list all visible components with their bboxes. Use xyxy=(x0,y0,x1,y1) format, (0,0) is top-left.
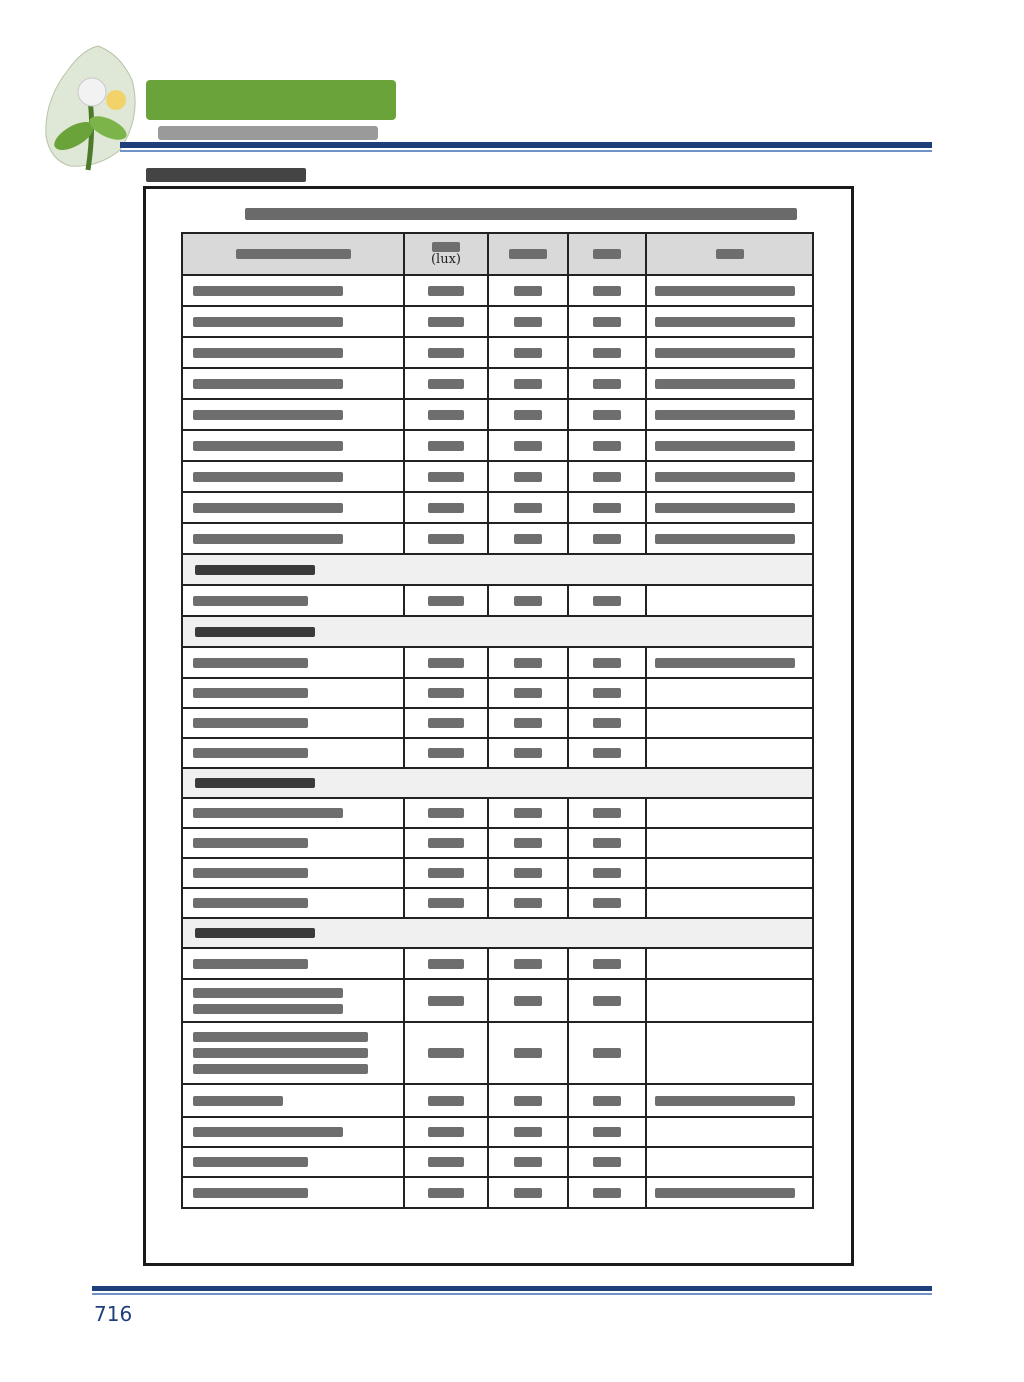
area-cell xyxy=(182,678,404,708)
page-number: 716 xyxy=(94,1302,133,1326)
table-row xyxy=(182,337,813,368)
header-map-plant-icon xyxy=(28,40,158,180)
area-cell xyxy=(182,888,404,918)
header-ugr-cell xyxy=(488,233,568,275)
area-cell xyxy=(182,858,404,888)
table-row xyxy=(182,858,813,888)
illuminance-table xyxy=(181,232,814,1209)
notes-cell xyxy=(646,523,813,554)
section-heading-cell xyxy=(182,554,813,585)
footer-rule-light xyxy=(92,1293,932,1295)
area-cell xyxy=(182,523,404,554)
em-cell xyxy=(404,275,488,306)
table-row xyxy=(182,948,813,979)
ugr-cell xyxy=(488,368,568,399)
table-row xyxy=(182,461,813,492)
em-cell xyxy=(404,1084,488,1117)
notes-cell xyxy=(646,738,813,768)
ugr-cell xyxy=(488,585,568,616)
area-cell xyxy=(182,948,404,979)
ugr-cell xyxy=(488,1177,568,1208)
table-row xyxy=(182,678,813,708)
section-heading-cell xyxy=(182,616,813,647)
notes-cell xyxy=(646,1022,813,1084)
ugr-cell xyxy=(488,738,568,768)
area-cell xyxy=(182,798,404,828)
table-row xyxy=(182,738,813,768)
area-cell xyxy=(182,738,404,768)
footer-rule xyxy=(92,1286,932,1291)
table-row xyxy=(182,523,813,554)
table-row xyxy=(182,888,813,918)
area-cell xyxy=(182,1022,404,1084)
table-row xyxy=(182,1084,813,1117)
notes-cell xyxy=(646,828,813,858)
notes-cell xyxy=(646,337,813,368)
table-row xyxy=(182,708,813,738)
area-cell xyxy=(182,1117,404,1147)
header-illustration xyxy=(28,40,158,180)
table-row xyxy=(182,275,813,306)
notes-cell xyxy=(646,708,813,738)
ra-cell xyxy=(568,888,646,918)
ra-cell xyxy=(568,1177,646,1208)
ra-cell xyxy=(568,275,646,306)
area-cell xyxy=(182,492,404,523)
ra-cell xyxy=(568,337,646,368)
ra-cell xyxy=(568,678,646,708)
ugr-cell xyxy=(488,708,568,738)
ugr-cell xyxy=(488,275,568,306)
table-caption-block xyxy=(245,208,797,220)
table-row xyxy=(182,1022,813,1084)
notes-cell xyxy=(646,461,813,492)
table-row xyxy=(182,492,813,523)
ugr-cell xyxy=(488,337,568,368)
notes-cell xyxy=(646,888,813,918)
ra-cell xyxy=(568,647,646,678)
ugr-cell xyxy=(488,858,568,888)
table-row xyxy=(182,828,813,858)
table-row xyxy=(182,368,813,399)
notes-cell xyxy=(646,858,813,888)
header-rule xyxy=(120,142,932,148)
ugr-cell xyxy=(488,461,568,492)
ugr-cell xyxy=(488,1022,568,1084)
em-cell xyxy=(404,647,488,678)
notes-cell xyxy=(646,368,813,399)
area-cell xyxy=(182,647,404,678)
ugr-cell xyxy=(488,1147,568,1177)
table-row xyxy=(182,1177,813,1208)
notes-cell xyxy=(646,979,813,1022)
ugr-cell xyxy=(488,523,568,554)
table-section-row xyxy=(182,554,813,585)
ra-cell xyxy=(568,738,646,768)
em-cell xyxy=(404,828,488,858)
table-section-row xyxy=(182,768,813,798)
header-em-units: (lux) xyxy=(430,251,461,267)
area-cell xyxy=(182,1147,404,1177)
area-cell xyxy=(182,708,404,738)
table-row xyxy=(182,647,813,678)
ugr-cell xyxy=(488,1084,568,1117)
ra-cell xyxy=(568,523,646,554)
em-cell xyxy=(404,368,488,399)
em-cell xyxy=(404,1117,488,1147)
area-cell xyxy=(182,337,404,368)
notes-cell xyxy=(646,492,813,523)
table-header-row xyxy=(182,233,813,275)
area-cell xyxy=(182,399,404,430)
ugr-cell xyxy=(488,948,568,979)
ugr-cell xyxy=(488,492,568,523)
ugr-cell xyxy=(488,678,568,708)
em-cell xyxy=(404,523,488,554)
em-cell xyxy=(404,337,488,368)
em-cell xyxy=(404,492,488,523)
em-cell xyxy=(404,678,488,708)
em-cell xyxy=(404,948,488,979)
notes-cell xyxy=(646,1084,813,1117)
area-cell xyxy=(182,979,404,1022)
header-subtitle-block xyxy=(158,126,378,140)
notes-cell xyxy=(646,1147,813,1177)
ugr-cell xyxy=(488,798,568,828)
area-cell xyxy=(182,828,404,858)
ra-cell xyxy=(568,948,646,979)
notes-cell xyxy=(646,306,813,337)
ra-cell xyxy=(568,461,646,492)
notes-cell xyxy=(646,399,813,430)
table-section-row xyxy=(182,918,813,948)
section-heading-cell xyxy=(182,918,813,948)
document-code-block xyxy=(146,168,306,182)
ra-cell xyxy=(568,399,646,430)
area-cell xyxy=(182,461,404,492)
ra-cell xyxy=(568,430,646,461)
ra-cell xyxy=(568,708,646,738)
ugr-cell xyxy=(488,888,568,918)
notes-cell xyxy=(646,585,813,616)
ugr-cell xyxy=(488,1117,568,1147)
ra-cell xyxy=(568,798,646,828)
notes-cell xyxy=(646,1177,813,1208)
area-cell xyxy=(182,275,404,306)
em-cell xyxy=(404,430,488,461)
notes-cell xyxy=(646,798,813,828)
em-cell xyxy=(404,1022,488,1084)
header-area-cell xyxy=(182,233,404,275)
ugr-cell xyxy=(488,399,568,430)
table-row xyxy=(182,430,813,461)
header-ra-cell xyxy=(568,233,646,275)
notes-cell xyxy=(646,948,813,979)
ra-cell xyxy=(568,979,646,1022)
table-section-row xyxy=(182,616,813,647)
ra-cell xyxy=(568,368,646,399)
em-cell xyxy=(404,708,488,738)
ra-cell xyxy=(568,1117,646,1147)
header-em-cell xyxy=(404,233,488,275)
ra-cell xyxy=(568,306,646,337)
notes-cell xyxy=(646,1117,813,1147)
table-row xyxy=(182,798,813,828)
header-title-block xyxy=(146,80,396,120)
header-rule-light xyxy=(120,150,932,152)
notes-cell xyxy=(646,647,813,678)
area-cell xyxy=(182,306,404,337)
notes-cell xyxy=(646,678,813,708)
ra-cell xyxy=(568,858,646,888)
em-cell xyxy=(404,979,488,1022)
area-cell xyxy=(182,368,404,399)
em-cell xyxy=(404,888,488,918)
header-notes-cell xyxy=(646,233,813,275)
notes-cell xyxy=(646,430,813,461)
ra-cell xyxy=(568,585,646,616)
em-cell xyxy=(404,306,488,337)
ugr-cell xyxy=(488,828,568,858)
table-row xyxy=(182,585,813,616)
em-cell xyxy=(404,461,488,492)
table-row xyxy=(182,306,813,337)
ugr-cell xyxy=(488,306,568,337)
em-cell xyxy=(404,738,488,768)
table-row xyxy=(182,399,813,430)
area-cell xyxy=(182,1084,404,1117)
area-cell xyxy=(182,1177,404,1208)
table-row xyxy=(182,1117,813,1147)
ugr-cell xyxy=(488,430,568,461)
ra-cell xyxy=(568,1147,646,1177)
em-cell xyxy=(404,1147,488,1177)
section-heading-cell xyxy=(182,768,813,798)
em-cell xyxy=(404,798,488,828)
ra-cell xyxy=(568,1084,646,1117)
ra-cell xyxy=(568,828,646,858)
em-cell xyxy=(404,858,488,888)
area-cell xyxy=(182,585,404,616)
em-cell xyxy=(404,399,488,430)
ra-cell xyxy=(568,492,646,523)
area-cell xyxy=(182,430,404,461)
notes-cell xyxy=(646,275,813,306)
em-cell xyxy=(404,585,488,616)
table-row xyxy=(182,1147,813,1177)
ugr-cell xyxy=(488,647,568,678)
em-cell xyxy=(404,1177,488,1208)
table-row xyxy=(182,979,813,1022)
ra-cell xyxy=(568,1022,646,1084)
ugr-cell xyxy=(488,979,568,1022)
